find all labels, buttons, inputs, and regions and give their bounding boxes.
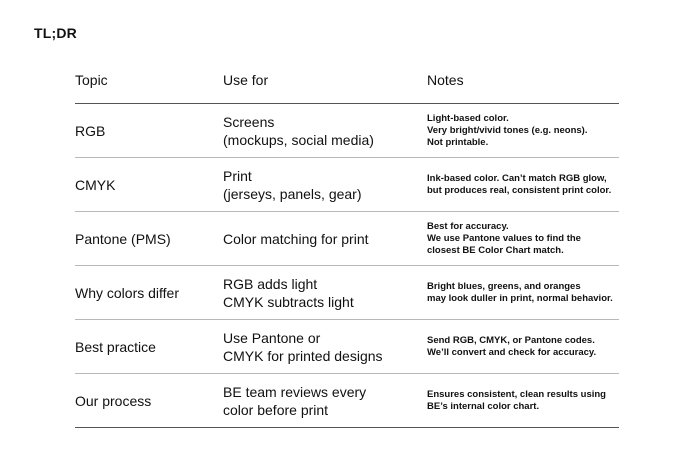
use-line: color before print [223, 401, 329, 418]
notes-cell [427, 320, 596, 373]
notes-line: Very bright/vivid tones (e.g. neons). [427, 124, 588, 136]
page-title: TL;DR [34, 25, 77, 41]
topic-cell [75, 374, 151, 427]
table-row [75, 212, 619, 266]
topic-cell [75, 212, 171, 265]
use-line: Print [223, 167, 252, 184]
topic-text: CMYK [75, 176, 116, 193]
table-row [75, 158, 619, 212]
notes-line: Ensures consistent, clean results using [427, 388, 606, 400]
use-cell [223, 212, 369, 265]
notes-line: Best for accuracy. [427, 220, 509, 232]
header-use-for: Use for [223, 72, 269, 88]
notes-line: Bright blues, greens, and oranges [427, 280, 581, 292]
use-line: Screens [223, 113, 275, 130]
use-cell [223, 266, 354, 319]
notes-line: Light-based color. [427, 112, 509, 124]
use-line: (jerseys, panels, gear) [223, 185, 362, 202]
summary-table [75, 64, 619, 428]
notes-line: We’ll convert and check for accuracy. [427, 346, 597, 358]
notes-line: Not printable. [427, 136, 489, 148]
topic-cell [75, 104, 105, 157]
use-line: CMYK subtracts light [223, 293, 354, 310]
notes-cell [427, 212, 581, 265]
table-row [75, 374, 619, 428]
use-line: Use Pantone or [223, 329, 321, 346]
notes-cell [427, 158, 611, 211]
use-cell [223, 104, 374, 157]
table-row [75, 266, 619, 320]
notes-line: We use Pantone values to find the [427, 232, 581, 244]
use-line: CMYK for printed designs [223, 347, 383, 364]
notes-line: BE’s internal color chart. [427, 400, 540, 412]
use-line: Color matching for print [223, 230, 369, 247]
use-cell [223, 374, 366, 427]
table-row [75, 320, 619, 374]
topic-text: Why colors differ [75, 284, 179, 301]
topic-cell [75, 158, 115, 211]
topic-cell [75, 320, 156, 373]
header-topic: Topic [75, 72, 108, 88]
notes-line: but produces real, consistent print color. [427, 184, 612, 196]
use-line: (mockups, social media) [223, 131, 374, 148]
header-notes: Notes [427, 72, 464, 88]
notes-cell [427, 104, 587, 157]
use-line: RGB adds light [223, 275, 318, 292]
use-cell [223, 158, 362, 211]
topic-text: Our process [75, 392, 152, 409]
notes-line: Ink-based color. Can’t match RGB glow, [427, 172, 607, 184]
use-line: BE team reviews every [223, 383, 367, 400]
topic-text: RGB [75, 122, 106, 139]
table-header [75, 64, 619, 104]
topic-cell [75, 266, 179, 319]
topic-text: Pantone (PMS) [75, 230, 171, 247]
notes-line: closest BE Color Chart match. [427, 244, 564, 256]
notes-cell [427, 266, 613, 319]
notes-cell [427, 374, 606, 427]
notes-line: may look duller in print, normal behavior. [427, 292, 613, 304]
topic-text: Best practice [75, 338, 156, 355]
use-cell [223, 320, 383, 373]
notes-line: Send RGB, CMYK, or Pantone codes. [427, 334, 595, 346]
table-row [75, 104, 619, 158]
